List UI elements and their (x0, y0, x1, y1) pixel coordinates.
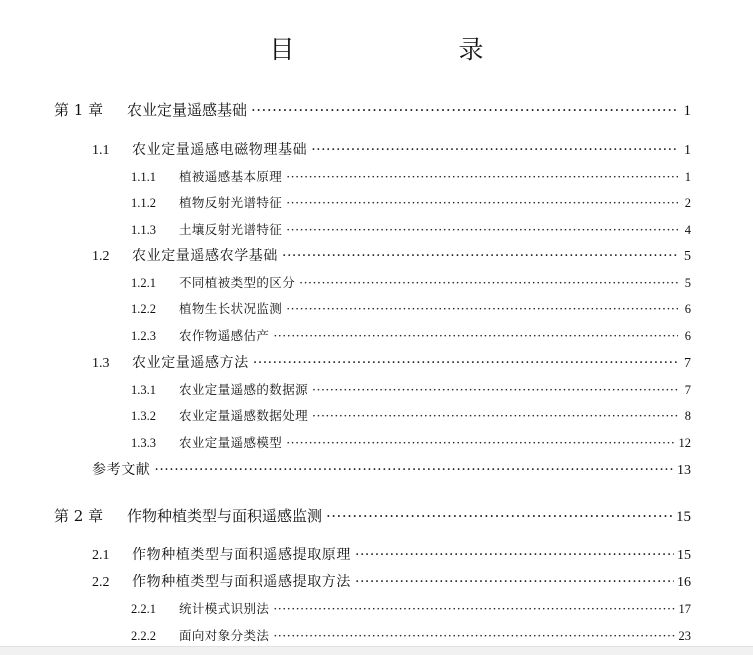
entry-number: 2.2 (92, 575, 110, 590)
entry-page: 7 (684, 383, 691, 397)
dot-leader (273, 626, 675, 646)
entry-page: 17 (678, 602, 691, 616)
dot-leader (286, 167, 678, 187)
entry-page: 1 (684, 143, 691, 158)
entry-title: 作物种植类型与面积遥感提取原理 (132, 547, 351, 563)
entry-title: 植物反射光谱特征 (179, 195, 283, 210)
dot-leader (273, 599, 675, 619)
dot-leader (355, 545, 674, 565)
entry-number: 1.1 (92, 143, 110, 158)
entry-title: 面向对象分类法 (179, 628, 270, 643)
entry-title: 农业定量遥感数据处理 (179, 408, 309, 423)
dot-leader (286, 299, 678, 319)
entry-title: 农作物遥感估产 (179, 328, 270, 343)
entry-number: 第 1 章 (54, 101, 104, 119)
entry-number: 1.2.1 (131, 276, 156, 290)
entry-title: 不同植被类型的区分 (179, 275, 296, 290)
dot-leader (273, 326, 678, 346)
entry-page: 5 (684, 249, 691, 264)
entry-title: 农业定量遥感农学基础 (132, 248, 278, 264)
entry-number: 1.1.3 (131, 223, 156, 237)
entry-number: 1.2 (92, 249, 110, 264)
toc-entry-1-1-2[interactable] (131, 193, 691, 213)
entry-number: 1.3.1 (131, 383, 156, 397)
entry-title: 植被遥感基本原理 (179, 169, 283, 184)
entry-title: 农业定量遥感模型 (179, 435, 283, 450)
dot-leader (286, 220, 678, 240)
toc-entry-1-2-2[interactable] (131, 299, 691, 319)
toc-entry-1-3-2[interactable] (131, 406, 691, 426)
entry-page: 6 (684, 302, 691, 316)
entry-title: 农业定量遥感电磁物理基础 (132, 142, 308, 158)
entry-page: 2 (684, 196, 691, 210)
entry-page: 16 (677, 575, 691, 590)
dot-leader (312, 380, 678, 400)
entry-page: 5 (684, 276, 691, 290)
entry-page: 23 (678, 629, 691, 643)
entry-title: 统计模式识别法 (179, 601, 270, 616)
dot-leader (286, 193, 678, 213)
entry-number: 1.1.1 (131, 170, 156, 184)
dot-leader (253, 353, 678, 373)
dot-leader (251, 100, 678, 120)
toc-entry-1-3[interactable] (92, 353, 691, 373)
entry-page: 7 (684, 356, 691, 371)
entry-number: 1.1.2 (131, 196, 156, 210)
entry-page: 15 (677, 548, 691, 563)
toc-entry-1-2-3[interactable] (131, 326, 691, 346)
entry-page: 13 (677, 463, 691, 478)
entry-number: 1.3.2 (131, 409, 156, 423)
entry-title: 植物生长状况监测 (179, 301, 283, 316)
toc-entry-1-1-3[interactable] (131, 220, 691, 240)
dot-leader (154, 460, 674, 480)
toc-entry-2-2-1[interactable] (131, 599, 691, 619)
toc-entry-1-2[interactable] (92, 246, 691, 266)
entry-number: 2.2.2 (131, 629, 156, 643)
toc-entry-1-1[interactable] (92, 140, 691, 160)
toc-entry-1-3-1[interactable] (131, 380, 691, 400)
dot-leader (311, 140, 678, 160)
entry-page: 4 (684, 223, 691, 237)
entry-title: 作物种植类型与面积遥感监测 (127, 507, 323, 525)
entry-title: 农业定量遥感的数据源 (179, 382, 309, 397)
entry-page: 6 (684, 329, 691, 343)
page-title: 目 录 (269, 35, 522, 64)
toc-entry-chapter-1[interactable] (54, 100, 691, 120)
entry-page: 8 (684, 409, 691, 423)
toc-entry-2-2-2[interactable] (131, 626, 691, 646)
entry-page: 15 (676, 509, 691, 525)
entry-number: 1.3 (92, 356, 110, 371)
dot-leader (326, 506, 673, 526)
toc-entry-chapter-2[interactable] (54, 506, 691, 526)
toc-entry-references[interactable] (92, 460, 691, 480)
dot-leader (299, 273, 678, 293)
dot-leader (286, 433, 675, 453)
toc-entry-1-1-1[interactable] (131, 167, 691, 187)
entry-page: 12 (678, 436, 691, 450)
entry-number: 1.3.3 (131, 436, 156, 450)
toc-entry-1-2-1[interactable] (131, 273, 691, 293)
toc-entry-2-2[interactable] (92, 572, 691, 592)
toc-entry-2-1[interactable] (92, 545, 691, 565)
entry-page: 1 (683, 103, 691, 119)
toc-entry-1-3-3[interactable] (131, 433, 691, 453)
dot-leader (312, 406, 678, 426)
entry-title: 农业定量遥感基础 (127, 101, 248, 119)
entry-number: 1.2.3 (131, 329, 156, 343)
entry-number: 2.2.1 (131, 602, 156, 616)
entry-number: 第 2 章 (54, 507, 104, 525)
dot-leader (355, 572, 674, 592)
entry-page: 1 (684, 170, 691, 184)
entry-number: 2.1 (92, 548, 110, 563)
dot-leader (282, 246, 678, 266)
entry-title: 农业定量遥感方法 (132, 355, 249, 371)
entry-number: 1.2.2 (131, 302, 156, 316)
entry-title: 参考文献 (92, 462, 151, 478)
entry-title: 作物种植类型与面积遥感提取方法 (132, 574, 351, 590)
entry-title: 土壤反射光谱特征 (179, 222, 283, 237)
